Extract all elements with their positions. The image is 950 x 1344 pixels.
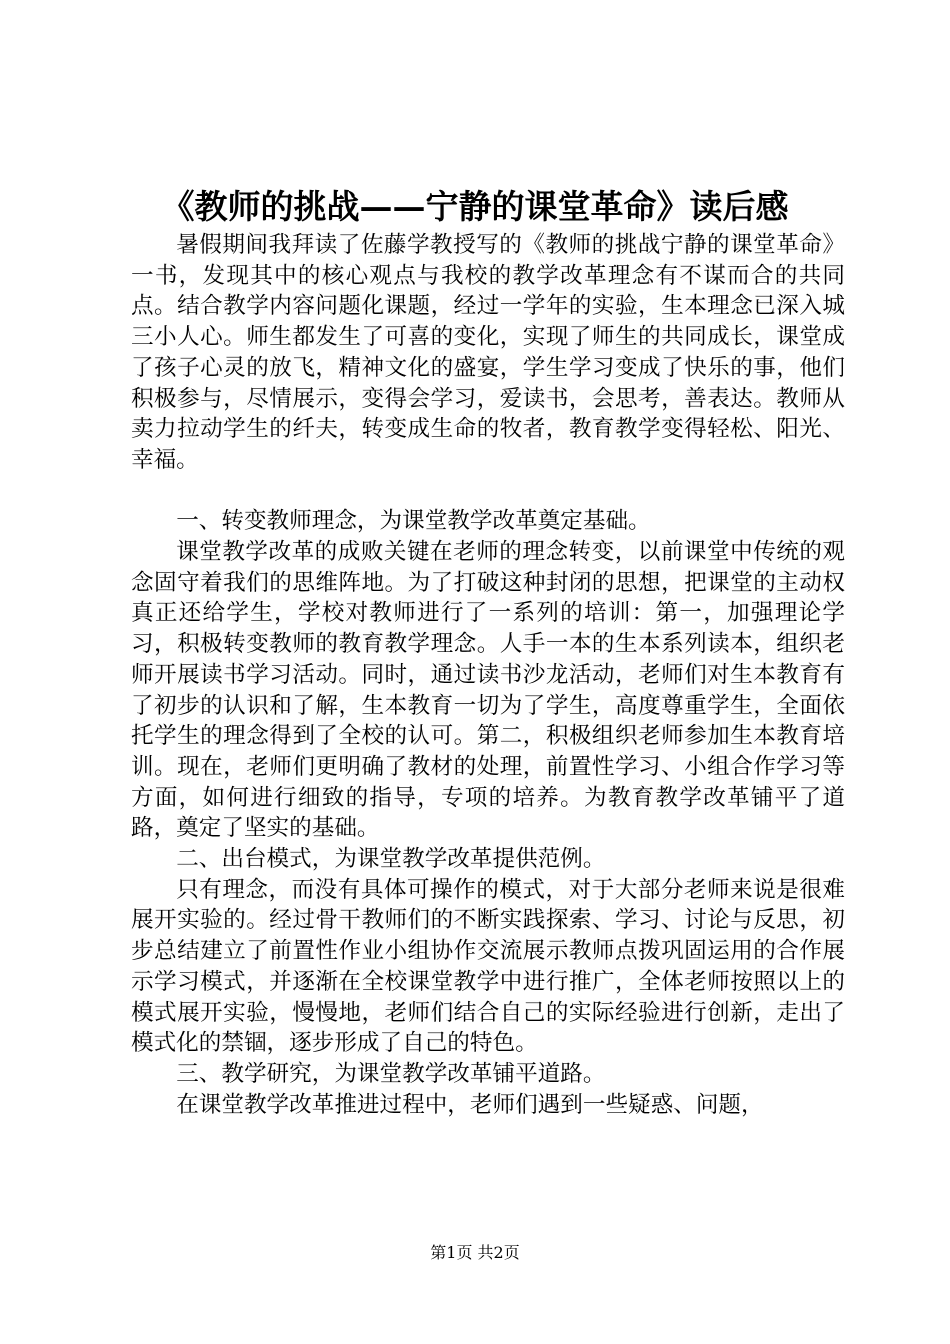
paragraph-section-1: 课堂教学改革的成败关键在老师的理念转变，以前课堂中传统的观念固守着我们的思维阵地。为了打破这种封闭的思想，把课堂的主动权真正还给学生，学校对教师进行了一系列的培训：第一，加强理论学习，积极转变教师的教育教学理念。人手一本的生本系列读本，组织老师开展读书学习活动。同时，通过读书沙龙活动，老师们对生本教育有了初步的认识和了解，生本教育一切为了学生，高度尊重学生，全面依托学生的理念得到了全校的认可。第二，积极组织老师参加生本教育培训。现在，老师们更明确了教材的处理，前置性学习、小组合作学习等方面，如何进行细致的指导，专项的培养。为教育教学改革铺平了道路，奠定了坚实的基础。 [131,539,845,842]
section-heading-2: 二、出台模式，为课堂教学改革提供范例。 [176,846,606,873]
paragraph-section-3: 在课堂教学改革推进过程中，老师们遇到一些疑惑、问题， [176,1091,764,1118]
page-number-footer: 第1页 共2页 [430,1243,520,1262]
paragraph-intro: 暑假期间我拜读了佐藤学教授写的《教师的挑战宁静的课堂革命》一书，发现其中的核心观点与我校的教学改革理念有不谋而合的共同点。结合教学内容问题化课题，经过一学年的实验，生本理念已深入城三小人心。师生都发生了可喜的变化，实现了师生的共同成长，课堂成了孩子心灵的放飞，精神文化的盛宴，学生学习变成了快乐的事，他们积极参与，尽情展示，变得会学习，爱读书，会思考，善表达。教师从卖力拉动学生的纤夫，转变成生命的牧者，教育教学变得轻松、阳光、幸福。 [131,232,845,473]
document-title: 《教师的挑战——宁静的课堂革命》读后感 [161,187,789,226]
section-heading-3: 三、教学研究，为课堂教学改革铺平道路。 [176,1060,606,1087]
paragraph-section-2: 只有理念，而没有具体可操作的模式，对于大部分老师来说是很难展开实验的。经过骨干教师们的不断实践探索、学习、讨论与反思，初步总结建立了前置性作业小组协作交流展示教师点拨巩固运用的合作展示学习模式，并逐渐在全校课堂教学中进行推广，全体老师按照以上的模式展开实验，慢慢地，老师们结合自己的实际经验进行创新，走出了模式化的禁锢，逐步形成了自己的特色。 [131,876,845,1057]
document-body [131,230,845,1120]
section-heading-1: 一、转变教师理念，为课堂教学改革奠定基础。 [176,508,651,535]
